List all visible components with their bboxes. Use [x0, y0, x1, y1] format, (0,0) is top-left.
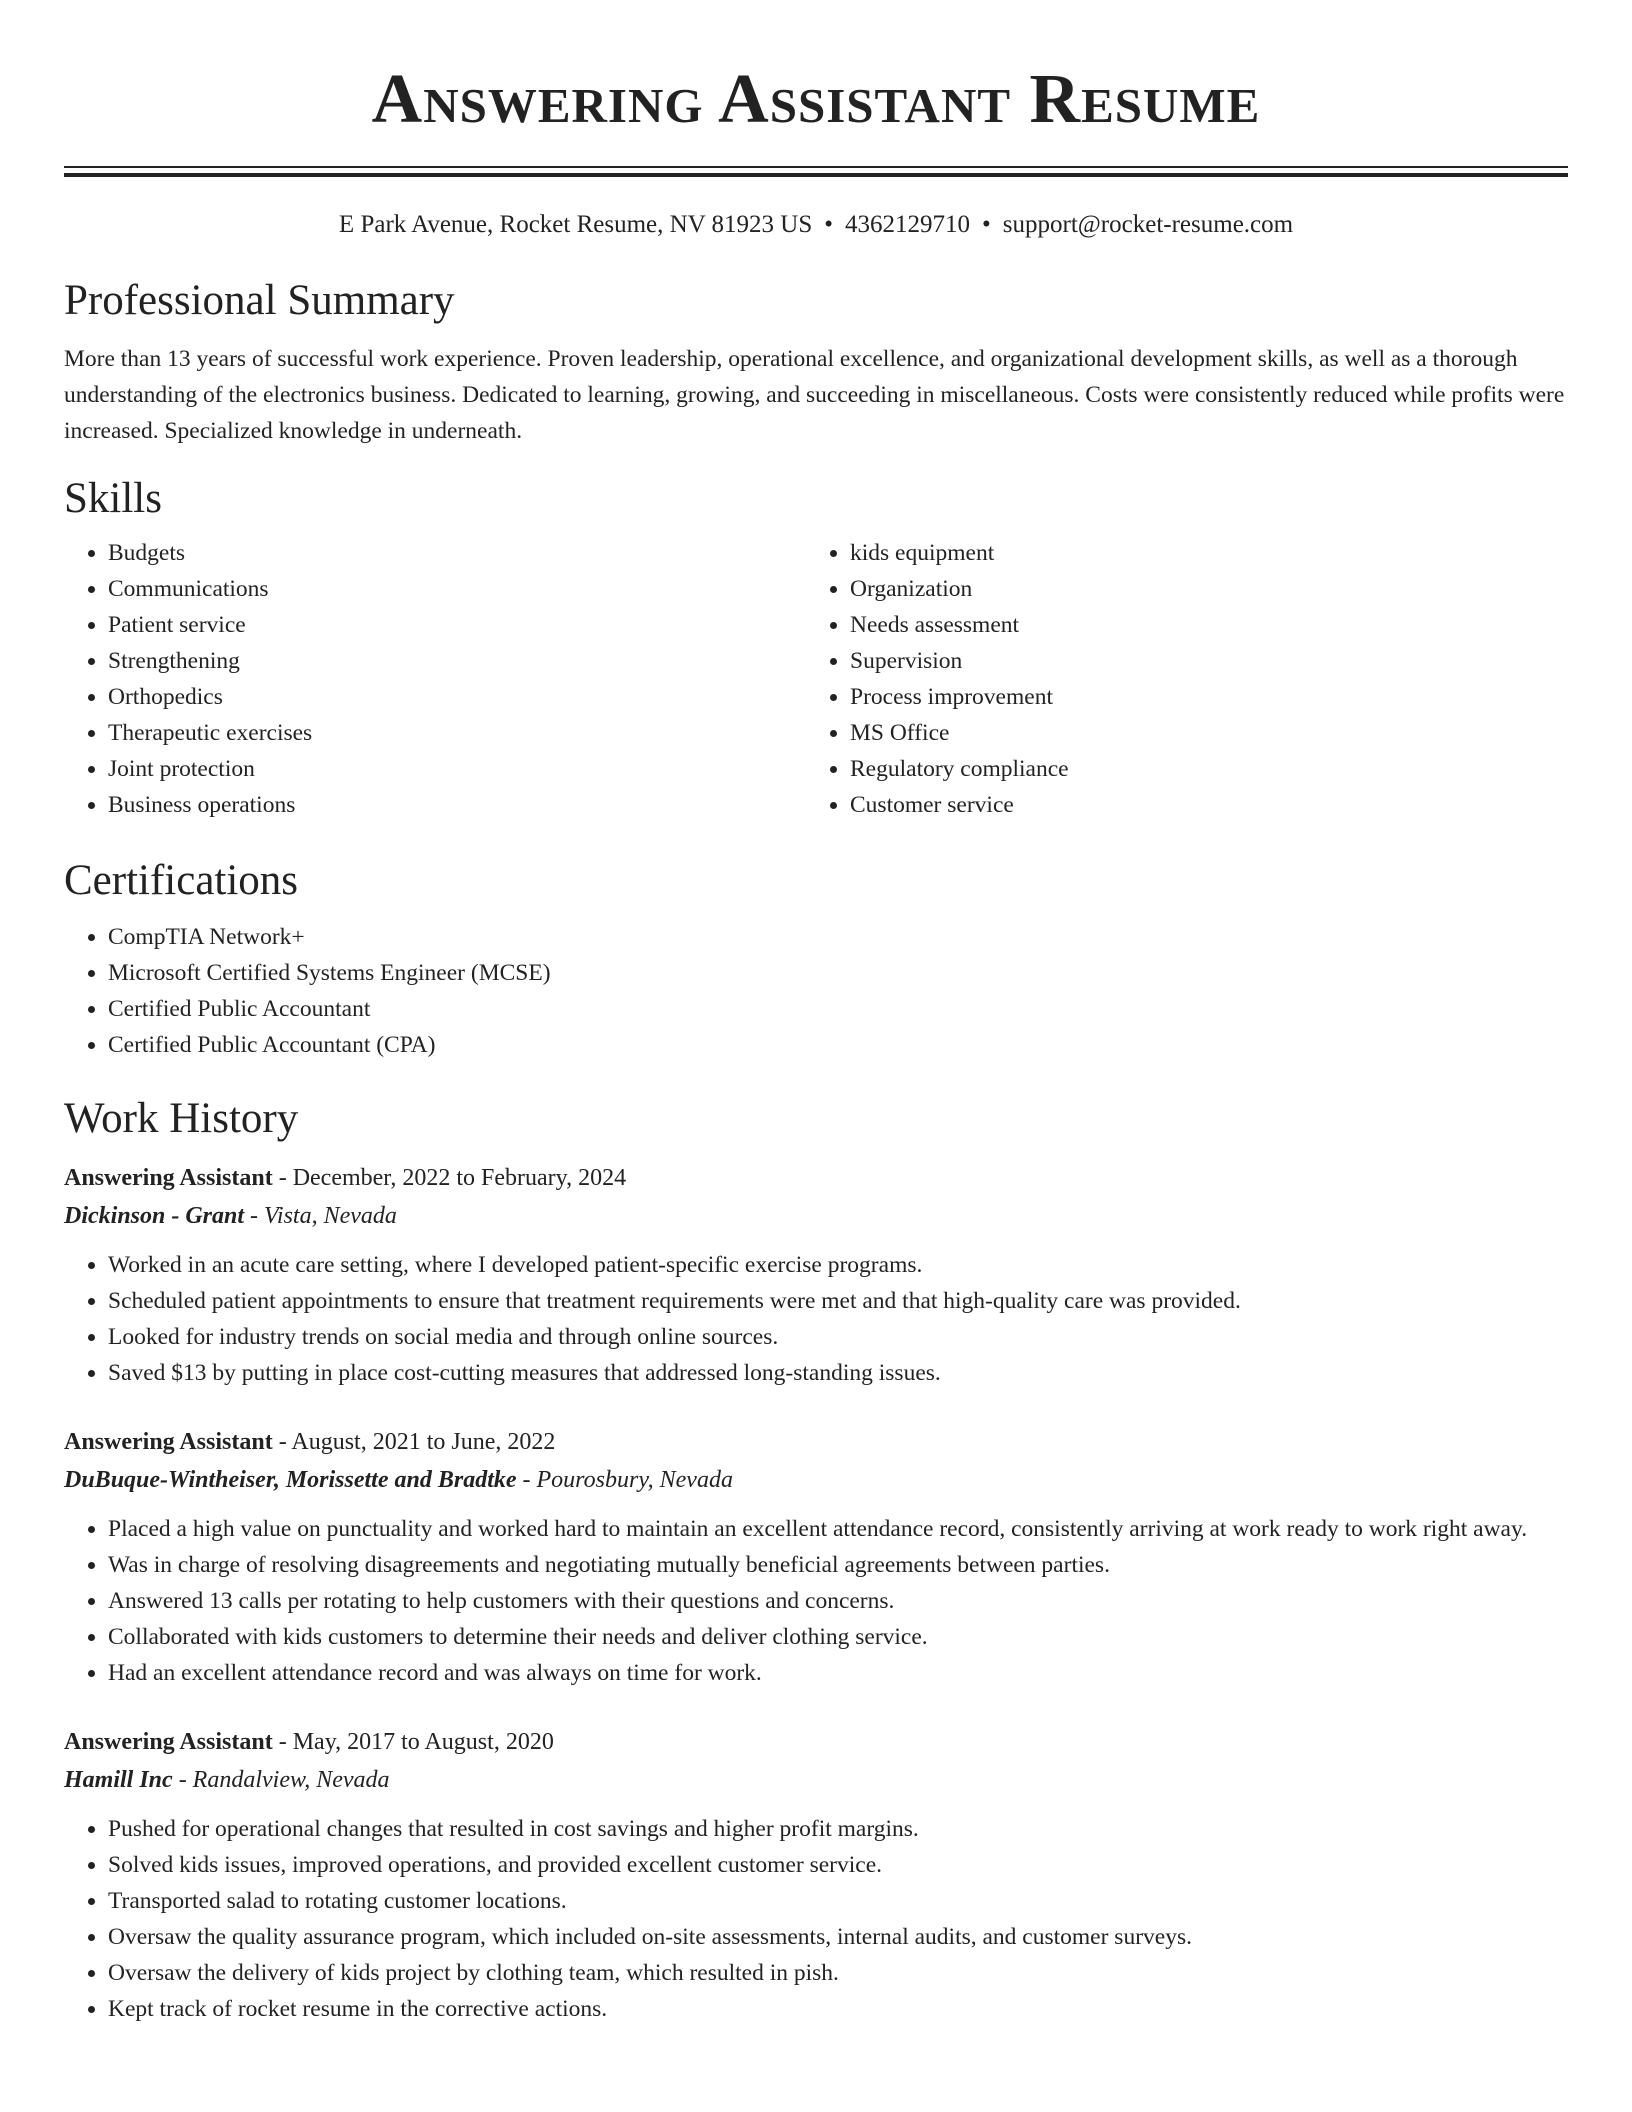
- job-dates: - December, 2022 to February, 2024: [272, 1165, 627, 1191]
- job-entry: [64, 1159, 1568, 1391]
- skill-item: • kids equipment: [850, 535, 1548, 571]
- job-bullet: • Oversaw the delivery of kids project by clothing team, which resulted in pish.: [108, 1955, 1568, 1991]
- skills-column-right: [806, 535, 1548, 823]
- job-bullet: • Had an excellent attendance record and was always on time for work.: [108, 1655, 1568, 1691]
- job-dates: - May, 2017 to August, 2020: [272, 1729, 554, 1755]
- contact-address: E Park Avenue, Rocket Resume, NV 81923 US: [338, 211, 813, 238]
- skill-item: • Supervision: [850, 643, 1548, 679]
- skill-item: • Regulatory compliance: [850, 751, 1548, 787]
- job-company: Hamill Inc: [64, 1767, 173, 1793]
- skill-item: • Orthopedics: [108, 679, 806, 715]
- contact-separator: •: [982, 211, 991, 238]
- resume-page: [64, 0, 1568, 2027]
- skill-item: • Strengthening: [108, 643, 806, 679]
- job-bullet: • Was in charge of resolving disagreements and negotiating mutually beneficial agreements between parties.: [108, 1547, 1568, 1583]
- job-bullet: • Looked for industry trends on social media and through online sources.: [108, 1319, 1568, 1355]
- job-bullet: • Placed a high value on punctuality and worked hard to maintain an excellent attendance record, consistently arriving at work ready to work right away.: [108, 1511, 1568, 1547]
- job-bullet: • Scheduled patient appointments to ensure that treatment requirements were met and that high-quality care was provided.: [108, 1283, 1568, 1319]
- contact-separator: •: [824, 211, 834, 238]
- job-entry: [64, 1423, 1568, 1691]
- work-history-heading: Work History: [64, 1095, 299, 1142]
- job-bullet: • Saved $13 by putting in place cost-cutting measures that addressed long-standing issues.: [108, 1355, 1568, 1391]
- job-bullet: • Solved kids issues, improved operations, and provided excellent customer service.: [108, 1847, 1568, 1883]
- skill-item: • Customer service: [850, 787, 1548, 823]
- skills-column-left: [64, 535, 806, 823]
- certifications-list: [64, 919, 1568, 1063]
- resume-title: Answering Assistant Resume: [371, 61, 1261, 138]
- job-company-line: [64, 1197, 1568, 1235]
- skill-item: • Organization: [850, 571, 1548, 607]
- certifications-heading: Certifications: [64, 857, 299, 904]
- skills-list-left: [64, 535, 806, 823]
- job-company: DuBuque-Wintheiser, Morissette and Bradtke: [64, 1467, 517, 1493]
- job-bullet: • Answered 13 calls per rotating to help customers with their questions and concerns.: [108, 1583, 1568, 1619]
- title-divider: [64, 166, 1568, 177]
- job-location: - Vista, Nevada: [244, 1203, 397, 1229]
- job-title-line: [64, 1423, 1568, 1461]
- job-bullets: [64, 1811, 1568, 2027]
- skill-item: • Joint protection: [108, 751, 806, 787]
- certification-item: • Certified Public Accountant (CPA): [108, 1027, 1568, 1063]
- job-bullet: • Collaborated with kids customers to determine their needs and deliver clothing service.: [108, 1619, 1568, 1655]
- job-entry: [64, 1723, 1568, 2027]
- job-bullet: • Pushed for operational changes that resulted in cost savings and higher profit margins.: [108, 1811, 1568, 1847]
- job-bullet: • Oversaw the quality assurance program, which included on-site assessments, internal audits, and customer surveys.: [108, 1919, 1568, 1955]
- job-bullets: [64, 1511, 1568, 1691]
- skill-item: • MS Office: [850, 715, 1548, 751]
- skill-item: • Process improvement: [850, 679, 1548, 715]
- contact-phone: 4362129710: [845, 211, 971, 238]
- contact-line: [64, 209, 1568, 241]
- job-dates: - August, 2021 to June, 2022: [272, 1429, 556, 1455]
- certification-item: • Certified Public Accountant: [108, 991, 1568, 1027]
- job-title: Answering Assistant: [64, 1729, 273, 1755]
- skills-columns: [64, 535, 1568, 823]
- job-location: - Pourosbury, Nevada: [516, 1467, 733, 1493]
- job-company-line: [64, 1461, 1568, 1499]
- job-company: Dickinson - Grant: [64, 1203, 245, 1229]
- certification-item: • Microsoft Certified Systems Engineer (MCSE): [108, 955, 1568, 991]
- summary-text: More than 13 years of successful work experience. Proven leadership, operational excellence, and organizational development skills, as well as a thorough understanding of the electronics business. Dedicated to learning, growing, and succeeding in miscellaneous. Costs were consistently reduced while profits were increased. Specialized knowledge in underneath.: [64, 346, 1565, 444]
- job-company-line: [64, 1761, 1568, 1799]
- skill-item: • Needs assessment: [850, 607, 1548, 643]
- job-bullet: • Transported salad to rotating customer locations.: [108, 1883, 1568, 1919]
- skills-list-right: [806, 535, 1548, 823]
- job-location: - Randalview, Nevada: [172, 1767, 390, 1793]
- skill-item: • Business operations: [108, 787, 806, 823]
- job-bullets: [64, 1247, 1568, 1391]
- job-title-line: [64, 1159, 1568, 1197]
- job-title: Answering Assistant: [64, 1165, 273, 1191]
- certification-item: • CompTIA Network+: [108, 919, 1568, 955]
- contact-email: support@rocket-resume.com: [1002, 211, 1294, 238]
- summary-heading: Professional Summary: [64, 277, 455, 324]
- job-title: Answering Assistant: [64, 1429, 273, 1455]
- job-bullet: • Kept track of rocket resume in the corrective actions.: [108, 1991, 1568, 2027]
- job-title-line: [64, 1723, 1568, 1761]
- job-bullet: • Worked in an acute care setting, where I developed patient-specific exercise programs.: [108, 1247, 1568, 1283]
- skill-item: • Patient service: [108, 607, 806, 643]
- skills-heading: Skills: [64, 475, 162, 522]
- skill-item: • Therapeutic exercises: [108, 715, 806, 751]
- skill-item: • Communications: [108, 571, 806, 607]
- skill-item: • Budgets: [108, 535, 806, 571]
